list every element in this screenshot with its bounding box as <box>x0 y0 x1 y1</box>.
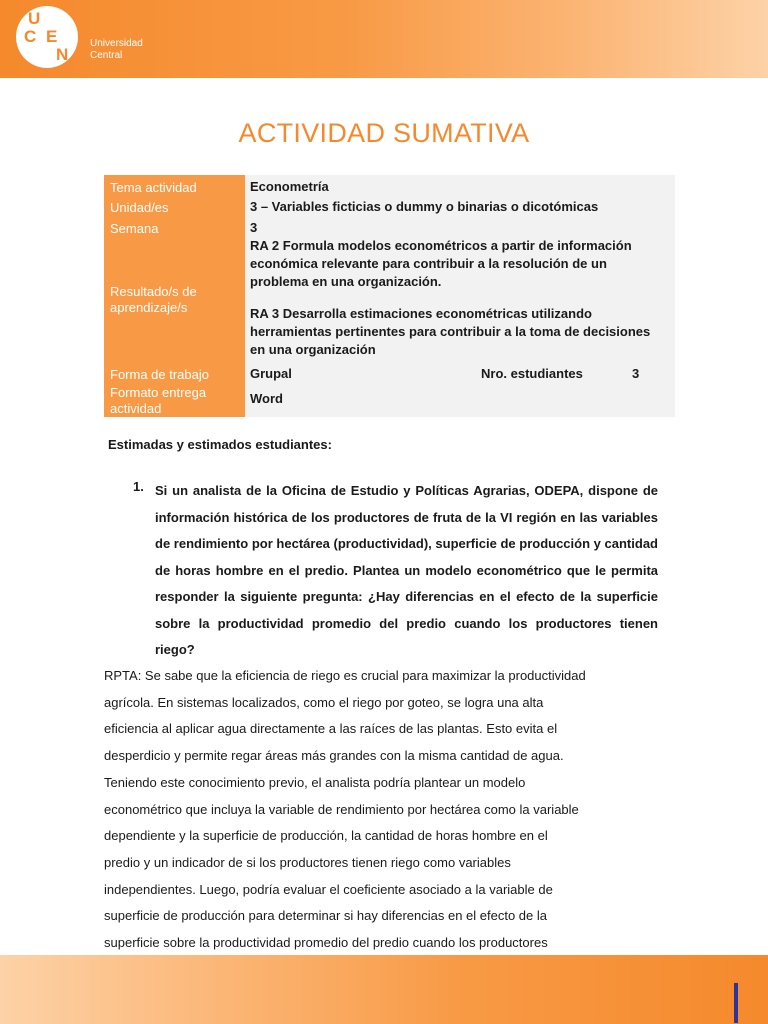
answer-line: superficie sobre la productividad promedio del predio cuando los productores <box>104 935 548 951</box>
value-semana: 3 <box>250 220 258 235</box>
answer-line: agrícola. En sistemas localizados, como el riego por goteo, se logra una alta <box>104 694 544 710</box>
university-logo <box>16 6 78 68</box>
label-forma: Forma de trabajo <box>110 367 209 382</box>
answer-line: RPTA: Se sabe que la eficiencia de riego es crucial para maximizar la productividad <box>104 668 586 683</box>
label-resultado: Resultado/s de aprendizaje/s <box>110 284 197 315</box>
table-label-column <box>104 175 245 417</box>
university-name-line1: Universidad <box>90 38 143 49</box>
answer-line: desperdicio y permite regar áreas más grandes con la misma cantidad de agua. <box>104 748 564 764</box>
greeting: Estimadas y estimados estudiantes: <box>108 437 332 452</box>
footer-band <box>0 955 768 1024</box>
logo-letter-n: N <box>56 45 69 64</box>
answer-line: econométrico que incluya la variable de rendimiento por hectárea como la variable <box>104 801 579 817</box>
logo-letter-c: C <box>24 27 37 46</box>
answer-line: predio y un indicador de si los productores tienen riego como variables <box>104 854 511 870</box>
label-semana: Semana <box>110 221 159 236</box>
question-number: 1. <box>133 479 144 494</box>
university-name-line2: Central <box>90 50 123 61</box>
logo-letter-e: E <box>46 27 58 46</box>
footer-accent-bar <box>734 983 738 1023</box>
answer-line: superficie de producción para determinar si hay diferencias en el efecto de la <box>104 908 547 924</box>
value-ra3: RA 3 Desarrolla estimaciones econométricas utilizando herramientas pertinentes para contribuir a la toma de decisiones en una organización <box>250 306 651 357</box>
label-formato: Formato entrega actividad <box>110 385 207 416</box>
value-tema: Econometría <box>250 179 329 194</box>
value-formato: Word <box>250 391 283 406</box>
value-unidad: 3 – Variables ficticias o dummy o binarias o dicotómicas <box>250 199 599 214</box>
label-tema: Tema actividad <box>110 180 197 195</box>
value-forma: Grupal <box>250 366 292 381</box>
answer-line: Teniendo este conocimiento previo, el analista podría plantear un modelo <box>104 774 526 790</box>
value-nro-estudiantes: 3 <box>632 366 640 381</box>
table-value-column <box>245 175 675 417</box>
page-title: ACTIVIDAD SUMATIVA <box>238 118 530 148</box>
university-name <box>90 38 143 62</box>
logo-letter-u: U <box>28 9 41 28</box>
answer-line: independientes. Luego, podría evaluar el coeficiente asociado a la variable de <box>104 881 553 897</box>
answer-block <box>104 663 664 957</box>
answer-line: eficiencia al aplicar agua directamente a las raíces de las plantas. Esto evita el <box>104 721 558 737</box>
label-unidad: Unidad/es <box>110 200 169 215</box>
value-ra2: RA 2 Formula modelos econométricos a partir de información económica relevante para contribuir a la resolución de un problema en una organización. <box>250 238 632 289</box>
question-text: Si un analista de la Oficina de Estudio y Políticas Agrarias, ODEPA, dispone de información histórica de los productores de fruta de la VI región en las variables de rendimiento por hectárea (productividad), superficie de producción y cantidad de horas hombre en el predio. Plantea un modelo econométrico que le permita responder la siguiente pregunta: ¿Hay diferencias en el efecto de la superficie sobre la productividad promedio del predio cuando los productores tienen riego? <box>155 483 658 657</box>
activity-info-table <box>104 175 675 417</box>
answer-line: dependiente y la superficie de producción, la cantidad de horas hombre en el <box>104 828 548 844</box>
label-nro-estudiantes: Nro. estudiantes <box>481 366 583 381</box>
